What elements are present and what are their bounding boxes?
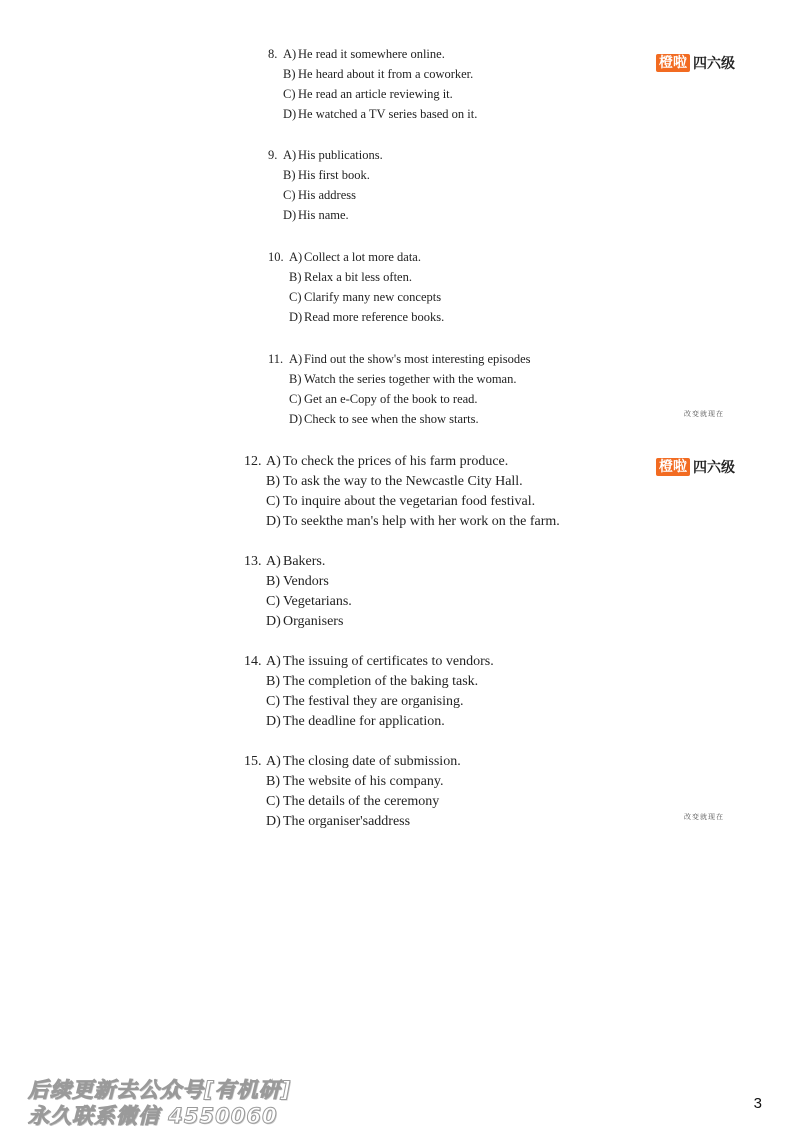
option-line xyxy=(268,205,383,225)
option-text: The organiser'saddress xyxy=(283,814,411,829)
option-letter: D) xyxy=(266,814,281,829)
option-text: He watched a TV series based on it. xyxy=(298,107,478,121)
option-line xyxy=(244,492,560,512)
option-letter: A) xyxy=(266,554,281,569)
option-text: He heard about it from a coworker. xyxy=(298,67,474,81)
option-letter: A) xyxy=(283,47,297,61)
question-13 xyxy=(244,552,352,632)
option-text: Clarify many new concepts xyxy=(304,290,442,304)
option-letter: B) xyxy=(266,474,280,489)
option-letter: C) xyxy=(283,188,296,202)
question-number: 11. xyxy=(268,352,284,366)
option-line xyxy=(268,185,383,205)
option-line xyxy=(268,64,477,84)
footer-note: 改变就现在 xyxy=(684,410,724,418)
option-letter: B) xyxy=(283,67,296,81)
option-line xyxy=(244,552,352,572)
watermark-line-2: 永久联系微信 4550060 xyxy=(28,1104,278,1128)
option-letter: D) xyxy=(283,107,297,121)
option-text: Collect a lot more data. xyxy=(304,250,421,264)
option-text: The deadline for application. xyxy=(283,714,445,729)
option-text: Vendors xyxy=(283,574,329,589)
option-line xyxy=(244,452,560,472)
option-line xyxy=(244,592,352,612)
option-letter: D) xyxy=(289,412,303,426)
option-text: The issuing of certificates to vendors. xyxy=(283,654,494,669)
question-14 xyxy=(244,652,494,732)
option-letter: B) xyxy=(266,574,280,589)
option-text: Get an e-Copy of the book to read. xyxy=(304,392,478,406)
option-line xyxy=(244,752,461,772)
option-letter: D) xyxy=(266,714,281,729)
option-line xyxy=(268,389,531,409)
option-line xyxy=(244,792,461,812)
watermark-line-1: 后续更新去公众号[有机研] xyxy=(28,1078,292,1102)
question-8 xyxy=(268,44,477,124)
question-12 xyxy=(244,452,560,532)
option-line xyxy=(244,652,494,672)
option-text: The festival they are organising. xyxy=(283,694,464,709)
option-line xyxy=(268,145,383,165)
option-text: To check the prices of his farm produce. xyxy=(283,454,509,469)
option-letter: C) xyxy=(266,494,280,509)
brand-text: 四六级 xyxy=(693,56,735,72)
question-number: 8. xyxy=(268,47,278,61)
option-letter: D) xyxy=(266,614,281,629)
option-letter: D) xyxy=(283,208,297,222)
option-text: The closing date of submission. xyxy=(283,754,461,769)
option-line xyxy=(244,772,461,792)
brand-box: 橙啦 xyxy=(656,54,690,72)
question-number: 13. xyxy=(244,554,262,569)
option-text: Check to see when the show starts. xyxy=(304,412,479,426)
option-letter: A) xyxy=(266,754,281,769)
option-letter: C) xyxy=(266,694,280,709)
brand-logo-top xyxy=(656,53,735,73)
option-letter: C) xyxy=(266,794,280,809)
option-text: Watch the series together with the woman. xyxy=(304,372,517,386)
option-text: To seekthe man's help with her work on the farm. xyxy=(283,514,560,529)
option-text: Relax a bit less often. xyxy=(304,270,412,284)
option-line xyxy=(268,165,383,185)
option-letter: A) xyxy=(289,352,303,366)
question-number: 14. xyxy=(244,654,262,669)
brand-box: 橙啦 xyxy=(656,458,690,476)
option-line xyxy=(244,692,494,712)
page-number: 3 xyxy=(753,1095,762,1112)
option-text: Bakers. xyxy=(283,554,326,569)
option-text: The website of his company. xyxy=(283,774,444,789)
option-text: His publications. xyxy=(298,148,383,162)
option-line xyxy=(268,44,477,64)
option-letter: B) xyxy=(283,168,296,182)
option-letter: C) xyxy=(289,392,302,406)
option-text: His first book. xyxy=(298,168,370,182)
question-number: 15. xyxy=(244,754,262,769)
option-text: He read an article reviewing it. xyxy=(298,87,453,101)
option-text: Find out the show's most interesting episodes xyxy=(304,352,531,366)
option-line xyxy=(268,349,531,369)
footer-note: 改变就现在 xyxy=(684,813,724,821)
option-line xyxy=(268,369,531,389)
option-letter: B) xyxy=(266,674,280,689)
option-line xyxy=(268,247,444,267)
option-text: To ask the way to the Newcastle City Hall. xyxy=(283,474,523,489)
option-letter: A) xyxy=(283,148,297,162)
option-text: Vegetarians. xyxy=(283,594,352,609)
question-number: 10. xyxy=(268,250,284,264)
option-letter: C) xyxy=(289,290,302,304)
option-text: His name. xyxy=(298,208,349,222)
option-letter: B) xyxy=(289,270,302,284)
option-line xyxy=(244,572,352,592)
brand-text: 四六级 xyxy=(693,460,735,476)
option-text: To inquire about the vegetarian food festival. xyxy=(283,494,536,509)
question-number: 12. xyxy=(244,454,262,469)
option-line xyxy=(268,84,477,104)
brand-logo-middle xyxy=(656,457,735,477)
question-15 xyxy=(244,752,461,832)
option-line xyxy=(244,672,494,692)
option-line xyxy=(244,472,560,492)
option-line xyxy=(268,287,444,307)
option-line xyxy=(244,512,560,532)
option-letter: C) xyxy=(283,87,296,101)
option-text: His address xyxy=(298,188,356,202)
question-9 xyxy=(268,145,383,225)
option-text: He read it somewhere online. xyxy=(298,47,445,61)
option-letter: D) xyxy=(266,514,281,529)
option-text: The details of the ceremony xyxy=(283,794,440,809)
option-line xyxy=(268,307,444,327)
option-letter: A) xyxy=(266,654,281,669)
option-line xyxy=(268,104,477,124)
option-line xyxy=(268,409,531,429)
option-line xyxy=(244,612,352,632)
option-text: Organisers xyxy=(283,614,344,629)
question-number: 9. xyxy=(268,148,278,162)
option-text: The completion of the baking task. xyxy=(283,674,479,689)
option-letter: C) xyxy=(266,594,280,609)
option-letter: D) xyxy=(289,310,303,324)
option-letter: A) xyxy=(289,250,303,264)
option-letter: A) xyxy=(266,454,281,469)
question-10 xyxy=(268,247,444,327)
option-line xyxy=(244,712,494,732)
option-line xyxy=(268,267,444,287)
option-letter: B) xyxy=(266,774,280,789)
question-11 xyxy=(268,349,531,429)
option-text: Read more reference books. xyxy=(304,310,445,324)
option-line xyxy=(244,812,461,832)
watermark xyxy=(28,1077,291,1129)
option-letter: B) xyxy=(289,372,302,386)
